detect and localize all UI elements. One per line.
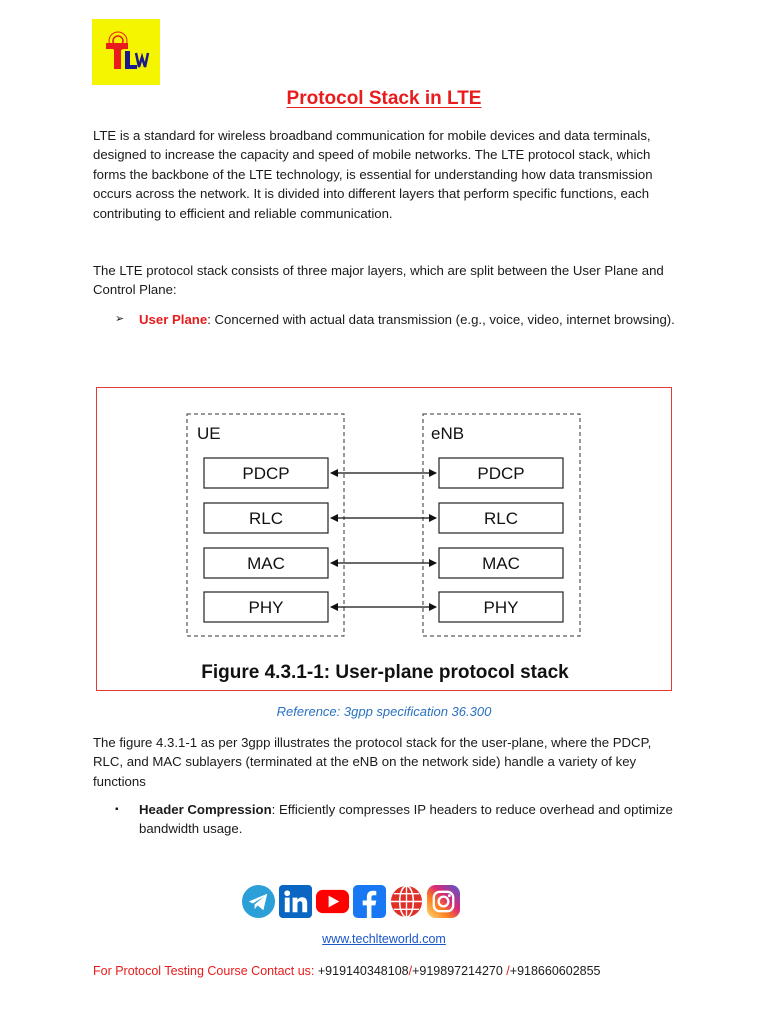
- arrow-bullet-icon: ➢: [115, 313, 125, 325]
- facebook-icon[interactable]: [352, 884, 387, 919]
- enb-label: eNB: [431, 424, 465, 443]
- contact-label: For Protocol Testing Course Contact us:: [93, 964, 318, 978]
- phone-number-1[interactable]: +919140348108: [317, 964, 409, 978]
- ue-label: UE: [197, 424, 221, 443]
- figure-description-paragraph: The figure 4.3.1-1 as per 3gpp illustrates the protocol stack for the user-plane, where the PDCP, RLC, and MAC sublayers (terminated at the eNB on the network side) handle a variety of key functions: [93, 735, 652, 789]
- header-compression-description: : Efficiently compresses IP headers to reduce overhead and optimize bandwidth usage.: [139, 802, 673, 837]
- ue-rlc-label: RLC: [248, 509, 284, 528]
- contact-line: [93, 964, 713, 978]
- enb-pdcp-label: PDCP: [477, 464, 525, 483]
- techlteworld-logo: [92, 19, 160, 85]
- header-compression-lead: Header Compression: [139, 802, 272, 817]
- instagram-icon[interactable]: [426, 884, 461, 919]
- reference-note: Reference: 3gpp specification 36.300: [276, 704, 492, 719]
- youtube-icon[interactable]: [315, 884, 350, 919]
- logo-mark: [92, 19, 160, 85]
- figure-caption: Figure 4.3.1-1: User-plane protocol stack: [201, 662, 569, 683]
- square-bullet-icon: ▪: [115, 804, 119, 815]
- phone-number-3[interactable]: +918660602855: [509, 964, 601, 978]
- ue-phy-label: PHY: [248, 598, 284, 617]
- phone-separator-1: /: [408, 964, 413, 978]
- ue-mac-label: MAC: [247, 554, 285, 573]
- phone-separator-2: /: [502, 964, 510, 978]
- layers-intro-paragraph: The LTE protocol stack consists of three major layers, which are split between the User Plane and Control Plane:: [93, 263, 664, 298]
- user-plane-lead: User Plane: [139, 312, 208, 327]
- globe-icon[interactable]: [389, 884, 424, 919]
- phone-number-2[interactable]: +919897214270: [412, 964, 503, 978]
- website-link[interactable]: www.techlteworld.com: [322, 932, 446, 946]
- protocol-stack-figure: [96, 387, 672, 691]
- intro-paragraph: LTE is a standard for wireless broadband communication for mobile devices and data terminals, designed to increase the capacity and speed of mobile networks. The LTE protocol stack, which forms the backbone of the LTE technology, is essential for understanding how data transmission occurs across the network. It is divided into different layers that perform specific functions, each contributing to efficient and reliable communication.: [93, 128, 653, 221]
- enb-mac-label: MAC: [482, 554, 520, 573]
- page-title: Protocol Stack in LTE: [286, 88, 482, 109]
- social-links: [241, 884, 461, 920]
- linkedin-icon[interactable]: [278, 884, 313, 919]
- protocol-stack-diagram: [97, 388, 673, 692]
- enb-phy-label: PHY: [483, 598, 519, 617]
- telegram-icon[interactable]: [241, 884, 276, 919]
- user-plane-description: : Concerned with actual data transmission (e.g., voice, video, internet browsing).: [207, 312, 675, 327]
- header-compression-text: [139, 800, 684, 839]
- ue-pdcp-label: PDCP: [242, 464, 290, 483]
- user-plane-text: [139, 310, 684, 329]
- enb-rlc-label: RLC: [483, 509, 519, 528]
